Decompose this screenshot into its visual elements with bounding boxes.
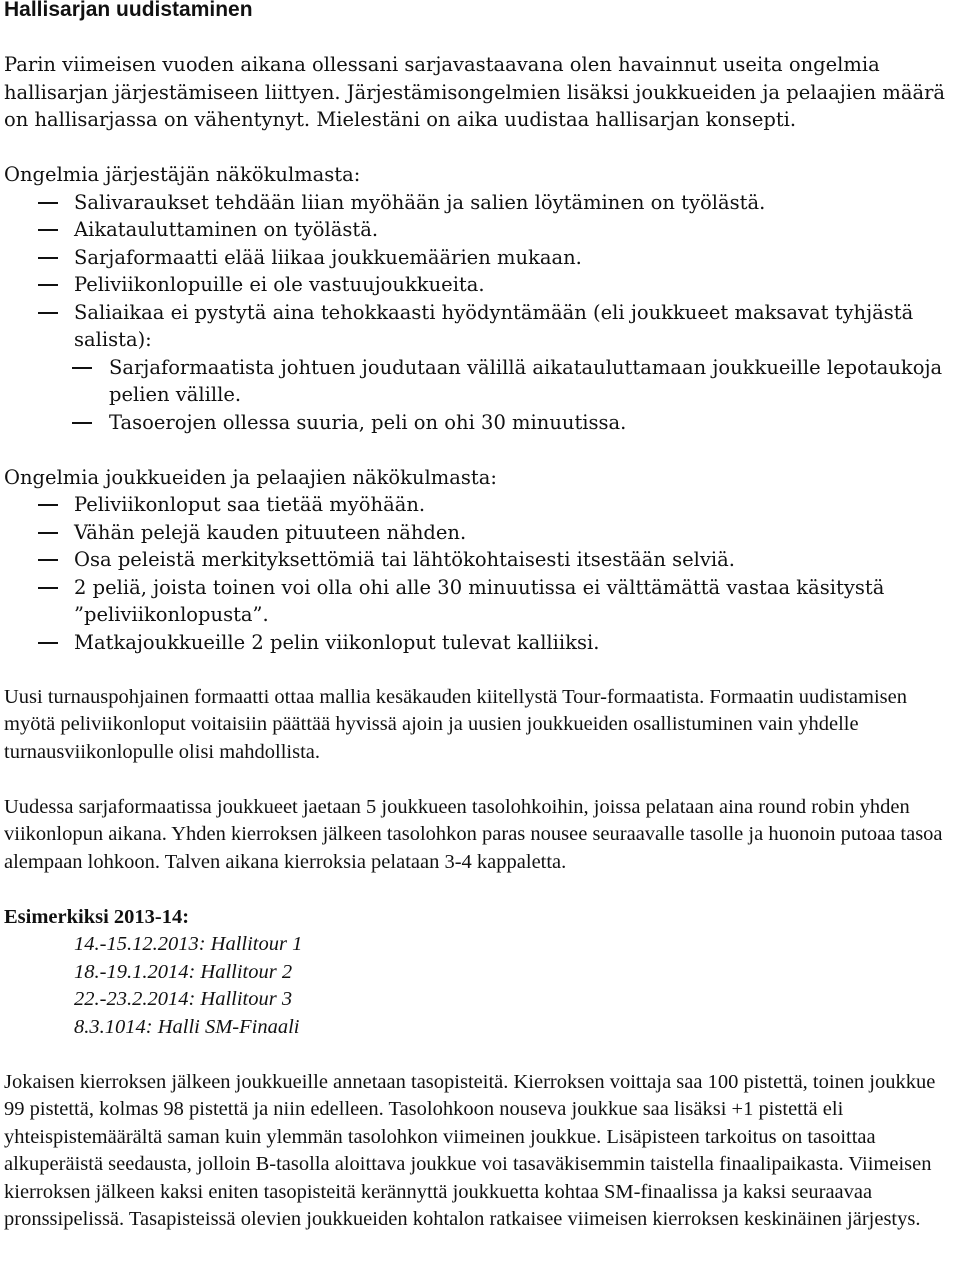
list-item: Sarjaformaatista johtuen joudutaan välillä aikatauluttamaan joukkueille lepotaukoja pelien välille. (4, 354, 958, 409)
list-item: Aikatauluttaminen on työlästä. (4, 216, 958, 244)
dash-bullet-icon (38, 559, 58, 561)
list-item: Osa peleistä merkityksettömiä tai lähtökohtaisesti itsestään selviä. (4, 546, 958, 574)
dash-bullet-icon (38, 229, 58, 231)
intro-paragraph: Parin viimeisen vuoden aikana ollessani sarjavastaavana olen havainnut useita ongelmia hallisarjan järjestämiseen liittyen. Järjestämisongelmien lisäksi joukkueiden ja pelaajien määrä on hallisarjassa on vähentynyt. Mielestäni on aika uudistaa hallisarjan konsepti. (4, 53, 946, 131)
team-problems-list (4, 491, 958, 656)
list-item: 14.-15.12.2013: Hallitour 1 (74, 933, 303, 955)
list-item: Peliviikonloput saa tietää myöhään. (4, 491, 958, 519)
example-heading: Esimerkiksi 2013-14: (4, 905, 190, 928)
example-schedule-list (4, 931, 958, 1041)
dash-bullet-icon (38, 642, 58, 644)
list-item: Saliaikaa ei pystytä aina tehokkaasti hyödyntämään (eli joukkueet maksavat tyhjästä salista): Sarjaformaatista johtuen joudutaan välillä aikatauluttamaan joukkueille lepotaukoja pelien välille. Tasoerojen ollessa suuria, peli on ohi 30 minuutissa. (4, 299, 958, 437)
list-item: Salivaraukset tehdään liian myöhään ja salien löytäminen on työlästä. (4, 189, 958, 217)
list-item: Sarjaformaatti elää liikaa joukkuemäärien mukaan. (4, 244, 958, 272)
list-item: Peliviikonlopuille ei ole vastuujoukkueita. (4, 271, 958, 299)
spacer (4, 766, 958, 794)
dash-bullet-icon (72, 367, 92, 369)
organizer-problems-heading: Ongelmia järjestäjän näkökulmasta: (4, 163, 361, 186)
dash-bullet-icon (38, 202, 58, 204)
spacer (4, 1041, 958, 1069)
team-problems-heading: Ongelmia joukkueiden ja pelaajien näkökulmasta: (4, 465, 497, 489)
organizer-problems-sublist (4, 354, 958, 437)
spacer (4, 24, 958, 52)
list-item: 18.-19.1.2014: Hallitour 2 (74, 960, 293, 983)
spacer (4, 876, 958, 904)
dash-bullet-icon (72, 422, 92, 424)
list-item: Matkajoukkueille 2 pelin viikonloput tulevat kalliiksi. (4, 629, 958, 657)
dash-bullet-icon (38, 504, 58, 506)
dash-bullet-icon (38, 532, 58, 534)
dash-bullet-icon (38, 257, 58, 259)
spacer (4, 656, 958, 684)
spacer (4, 134, 958, 162)
points-paragraph: Jokaisen kierroksen jälkeen joukkueille annetaan tasopisteitä. Kierroksen voittaja saa 100 pistettä, toinen joukkue 99 pistettä, kolmas 98 pistettä ja niin edelleen. Tasolohkoon nouseva joukkue saa lisäksi +1 pistettä eli yhteispistemäärältä saman kuin ylemmän tasolohkon viimeinen joukkue. Lisäpisteen tarkoitus on tasoittaa alkuperäistä seedausta, jolloin B-tasolla aloittava joukkue voi tasaväkisemmin taistella finaalipaikasta. Viimeisen kierroksen jälkeen kaksi eniten tasopisteitä kerännyttä joukkuetta kohtaa SM-finaalissa ja kaksi seuraavaa pronssipelissä. Tasapisteissä olevien joukkueiden kohtalon ratkaisee viimeisen kierroksen keskinäinen järjestys. (4, 1070, 936, 1230)
series-format-paragraph: Uudessa sarjaformaatissa joukkueet jaetaan 5 joukkueen tasolohkoihin, joissa pelataan aina round robin yhden viikonlopun aikana. Yhden kierroksen jälkeen tasolohkon paras nousee seuraavalle tasolle ja huonoin putoaa tasoa alempaan lohkoon. Talven aikana kierroksia pelataan 3-4 kappaletta. (4, 795, 943, 873)
list-item: 8.3.1014: Halli SM-Finaali (74, 1015, 300, 1038)
dash-bullet-icon (38, 284, 58, 286)
dash-bullet-icon (38, 587, 58, 589)
list-item: 2 peliä, joista toinen voi olla ohi alle 30 minuutissa ei välttämättä vastaa käsitystä ”peliviikonlopusta”. (4, 574, 958, 629)
document-title: Hallisarjan uudistaminen (4, 0, 253, 21)
list-item: 22.-23.2.2014: Hallitour 3 (74, 988, 293, 1010)
list-item: Tasoerojen ollessa suuria, peli on ohi 30 minuutissa. (4, 409, 958, 437)
tour-format-paragraph: Uusi turnauspohjainen formaatti ottaa mallia kesäkauden kiitellystä Tour-formaatista. Formaatin uudistamisen myötä peliviikonloput voitaisiin päättää hyvissä ajoin ja uusien joukkueiden osallistuminen vain yhdelle turnausviikonlopulle olisi mahdollista. (4, 685, 907, 763)
document-page (4, 0, 958, 1234)
dash-bullet-icon (38, 312, 58, 314)
list-item: Vähän pelejä kauden pituuteen nähden. (4, 519, 958, 547)
organizer-problems-list (4, 189, 958, 437)
spacer (4, 436, 958, 464)
